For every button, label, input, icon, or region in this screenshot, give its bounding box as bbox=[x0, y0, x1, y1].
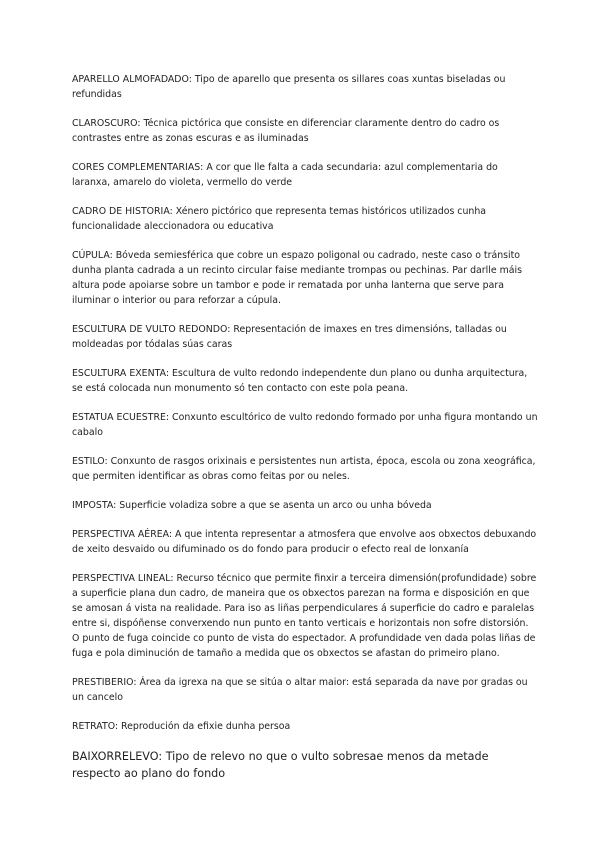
glossary-entry-retrato: RETRATO: Reprodución da efixie dunha persoa bbox=[72, 721, 291, 732]
glossary-entry-cupula: CÚPULA: Bóveda semiesférica que cobre un espazo poligonal ou cadrado, neste caso o tránsito dunha planta cadrada a un recinto circular faise mediante trompas ou pechinas. Par darlle máis altura pode apoiarse sobre un tambor e pode ir rematada por unha lanterna que serve para iluminar o interior ou para reforzar a cúpula. bbox=[72, 250, 522, 306]
glossary-entry-escultura-de-vulto-redondo: ESCULTURA DE VULTO REDONDO: Representación de imaxes en tres dimensións, talladas ou moldeadas por tódalas súas caras bbox=[72, 324, 507, 350]
glossary-entry-baixorrelevo: BAIXORRELEVO: Tipo de relevo no que o vulto sobresae menos da metade respecto ao plano do fondo bbox=[72, 750, 489, 780]
glossary-entry-cadro-de-historia: CADRO DE HISTORIA: Xénero pictórico que representa temas históricos utilizados cunha funcionalidade aleccionadora ou educativa bbox=[72, 206, 487, 232]
glossary-entry-imposta: IMPOSTA: Superficie voladiza sobre a que se asenta un arco ou unha bóveda bbox=[72, 500, 432, 511]
glossary-entry-claroscuro: CLAROSCURO: Técnica pictórica que consiste en diferenciar claramente dentro do cadro os contrastes entre as zonas escuras e as iluminadas bbox=[72, 118, 500, 144]
glossary-entry-estilo: ESTILO: Conxunto de rasgos orixinais e persistentes nun artista, época, escola ou zona xeográfica, que permiten identificar as obras como feitas por ou neles. bbox=[72, 456, 536, 482]
glossary-entry-perspectiva-aerea: PERSPECTIVA AÉREA: A que intenta representar a atmosfera que envolve aos obxectos debuxando de xeito desvaido ou difuminado os do fondo para producir o efecto real de lonxanía bbox=[72, 529, 537, 555]
glossary-entry-cores-complementarias: CORES COMPLEMENTARIAS: A cor que lle falta a cada secundaria: azul complementaria do laranxa, amarelo do violeta, vermello do verde bbox=[72, 162, 498, 188]
glossary-entry-prestiberio: PRESTIBERIO: Área da igrexa na que se sitúa o altar maior: está separada da nave por gradas ou un cancelo bbox=[72, 677, 528, 703]
glossary-entry-escultura-exenta: ESCULTURA EXENTA: Escultura de vulto redondo independente dun plano ou dunha arquitectura, se está colocada nun monumento só ten contacto con este pola peana. bbox=[72, 368, 528, 394]
glossary-entry-estatua-ecuestre: ESTATUA ECUESTRE: Conxunto escultórico de vulto redondo formado por unha figura montando un cabalo bbox=[72, 412, 538, 438]
glossary-entry-aparello-almofadado: APARELLO ALMOFADADO: Tipo de aparello que presenta os sillares coas xuntas biseladas ou refundidas bbox=[72, 74, 506, 100]
glossary-entry-perspectiva-lineal: PERSPECTIVA LINEAL: Recurso técnico que permite finxir a terceira dimensión(profundidade) sobre a superficie plana dun cadro, de maneira que os obxectos parezan na forma e disposición en que se amosan á vista na realidade. Para iso as liñas perpendiculares á superficie do cadro e paralelas entre si, dispóñense converxendo nun punto en tanto verticais e horizontais non sofre distorsión. O punto de fuga coincide co punto de vista do espectador. A profundidade ven dada polas liñas de fuga e pola diminución de tamaño a medida que os obxectos se afastan do primeiro plano. bbox=[72, 573, 537, 659]
